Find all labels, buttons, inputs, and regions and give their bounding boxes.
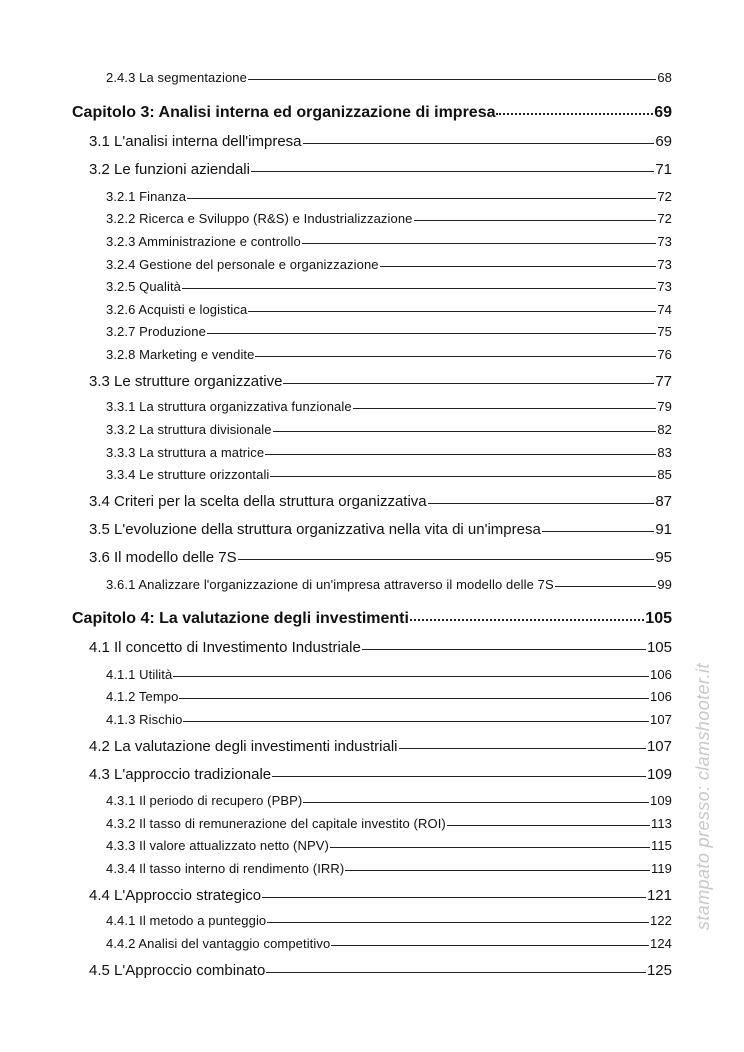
toc-entry-label: 4.4 L'Approccio strategico (89, 887, 262, 904)
toc-leader (251, 171, 654, 172)
toc-entry-label: 4.3.4 Il tasso interno di rendimento (IRR) (106, 861, 345, 876)
toc-section-entry (89, 766, 672, 783)
toc-page-number: 73 (657, 279, 672, 294)
toc-entry-label: 3.2.6 Acquisti e logistica (106, 302, 248, 317)
toc-entry-label: 2.4.3 La segmentazione (106, 70, 247, 85)
toc-leader (428, 503, 655, 504)
toc-leader (255, 356, 656, 357)
toc-page-number: 106 (650, 689, 672, 704)
toc-section-entry (89, 738, 672, 755)
toc-leader (267, 922, 649, 923)
toc-page-number: 87 (655, 493, 672, 510)
toc-chapter-entry (72, 104, 672, 122)
toc-leader (187, 198, 656, 199)
toc-entry-label: 3.3 Le strutture organizzative (89, 373, 283, 390)
toc-subsection-entry (106, 936, 672, 951)
toc-page-number: 95 (655, 549, 672, 566)
toc-page-number: 124 (650, 936, 672, 951)
toc-entry-label: 4.4.2 Analisi del vantaggio competitivo (106, 936, 331, 951)
toc-entry-label: 4.3.3 Il valore attualizzato netto (NPV) (106, 838, 329, 853)
toc-section-entry (89, 549, 672, 566)
toc-entry-label: 4.1.2 Tempo (106, 689, 179, 704)
toc-leader (270, 476, 656, 477)
toc-leader (542, 531, 654, 532)
toc-leader (414, 220, 657, 221)
toc-leader (207, 333, 656, 334)
toc-entry-label: 4.4.1 Il metodo a punteggio (106, 913, 267, 928)
toc-entry-label: 3.2.7 Produzione (106, 324, 206, 339)
toc-entry-label: 3.2.2 Ricerca e Sviluppo (R&S) e Industrializzazione (106, 211, 413, 226)
toc-leader (345, 870, 650, 871)
toc-page-number: 105 (645, 610, 672, 627)
toc-page-number: 69 (654, 104, 672, 121)
toc-page-number: 107 (650, 712, 672, 727)
toc-page-number: 109 (646, 766, 672, 783)
toc-page-number: 115 (650, 838, 672, 853)
toc-page-number: 79 (657, 399, 672, 414)
toc-page-number: 73 (657, 257, 672, 272)
toc-entry-label: 3.3.3 La struttura a matrice (106, 445, 265, 460)
toc-page-number: 83 (657, 445, 672, 460)
toc-leader (302, 243, 657, 244)
toc-page-number: 119 (650, 861, 672, 876)
toc-leader (183, 721, 649, 722)
toc-subsection-entry (106, 445, 672, 460)
toc-leader (248, 311, 656, 312)
toc-page-number: 125 (646, 962, 672, 979)
toc-page-number: 99 (657, 577, 672, 592)
toc-subsection-entry (106, 234, 672, 249)
toc-page-number: 72 (657, 211, 672, 226)
toc-leader (353, 408, 657, 409)
toc-entry-label: 4.5 L'Approccio combinato (89, 962, 266, 979)
toc-entry-label: 3.3.4 Le strutture orizzontali (106, 467, 270, 482)
toc-subsection-entry (106, 302, 672, 317)
toc-subsection-entry (106, 913, 672, 928)
toc-leader (410, 619, 644, 621)
toc-page-number: 76 (657, 347, 672, 362)
toc-page-number: 75 (657, 324, 672, 339)
toc-subsection-entry (106, 689, 672, 704)
toc-subsection-entry (106, 324, 672, 339)
toc-leader (380, 266, 657, 267)
toc-leader (238, 559, 655, 560)
toc-page-number: 105 (646, 639, 672, 656)
toc-entry-label: 3.2.5 Qualità (106, 279, 182, 294)
toc-subsection-entry (106, 667, 672, 682)
toc-entry-label: 3.2.3 Amministrazione e controllo (106, 234, 301, 249)
toc-entry-label: 4.1.3 Rischio (106, 712, 183, 727)
toc-page-number: 72 (657, 189, 672, 204)
toc-entry-label: Capitolo 4: La valutazione degli investimenti (72, 610, 409, 627)
watermark-text: stampato presso: clamshooter.it (693, 663, 713, 930)
toc-subsection-entry (106, 577, 672, 592)
toc-leader (273, 431, 657, 432)
toc-subsection-entry (106, 793, 672, 808)
toc-leader (399, 748, 646, 749)
toc-section-entry (89, 962, 672, 979)
toc-page-number: 121 (646, 887, 672, 904)
toc-subsection-entry (106, 257, 672, 272)
toc-leader (283, 383, 654, 384)
toc-leader (555, 586, 657, 587)
toc-page-number: 71 (655, 161, 672, 178)
toc-section-entry (89, 493, 672, 510)
toc-section-entry (89, 161, 672, 178)
toc-subsection-entry (106, 189, 672, 204)
toc-page-number: 74 (657, 302, 672, 317)
toc-section-entry (89, 887, 672, 904)
toc-entry-label: 3.3.2 La struttura divisionale (106, 422, 272, 437)
toc-leader (248, 79, 656, 80)
toc-subsection-entry (106, 838, 672, 853)
toc-section-entry (89, 639, 672, 656)
toc-entry-label: 3.2.1 Finanza (106, 189, 187, 204)
toc-subsection-entry (106, 712, 672, 727)
toc-leader (303, 143, 655, 144)
toc-leader (447, 825, 650, 826)
toc-entry-label: 4.1.1 Utilità (106, 667, 173, 682)
toc-entry-label: 4.3.1 Il periodo di recupero (PBP) (106, 793, 303, 808)
toc-entry-label: 3.5 L'evoluzione della struttura organizzativa nella vita di un'impresa (89, 521, 541, 538)
toc-entry-label: 3.1 L'analisi interna dell'impresa (89, 133, 302, 150)
toc-page-number: 107 (646, 738, 672, 755)
toc-section-entry (89, 373, 672, 390)
toc-subsection-entry (106, 861, 672, 876)
toc-entry-label: 4.2 La valutazione degli investimenti industriali (89, 738, 398, 755)
toc-leader (265, 454, 656, 455)
toc-page-number: 106 (650, 667, 672, 682)
toc-page-number: 68 (657, 70, 672, 85)
toc-section-entry (89, 133, 672, 150)
toc-leader (262, 897, 646, 898)
toc-leader (272, 776, 646, 777)
toc-subsection-entry (106, 70, 672, 85)
toc-leader (303, 802, 649, 803)
toc-leader (266, 972, 646, 973)
toc-page-number: 73 (657, 234, 672, 249)
toc-subsection-entry (106, 816, 672, 831)
toc-entry-label: 3.6 Il modello delle 7S (89, 549, 237, 566)
toc-subsection-entry (106, 467, 672, 482)
toc-leader (179, 698, 649, 699)
toc-leader (330, 847, 650, 848)
toc-page-number: 69 (655, 133, 672, 150)
toc-section-entry (89, 521, 672, 538)
toc-subsection-entry (106, 399, 672, 414)
toc-leader (182, 288, 656, 289)
toc-entry-label: 3.6.1 Analizzare l'organizzazione di un'impresa attraverso il modello delle 7S (106, 577, 554, 592)
toc-leader (173, 676, 649, 677)
toc-page-number: 109 (650, 793, 672, 808)
toc-page-number: 122 (650, 913, 672, 928)
toc-subsection-entry (106, 422, 672, 437)
toc-entry-label: 4.1 Il concetto di Investimento Industriale (89, 639, 361, 656)
toc-leader (331, 945, 649, 946)
toc-entry-label: 3.4 Criteri per la scelta della struttura organizzativa (89, 493, 427, 510)
toc-leader (362, 649, 646, 650)
toc-chapter-entry (72, 610, 672, 628)
toc-page-number: 113 (650, 816, 672, 831)
toc-entry-label: 3.2 Le funzioni aziendali (89, 161, 250, 178)
toc-leader (496, 113, 653, 115)
toc-entry-label: 3.2.4 Gestione del personale e organizzazione (106, 257, 379, 272)
toc-subsection-entry (106, 279, 672, 294)
watermark (690, 540, 713, 930)
toc-entry-label: 4.3 L'approccio tradizionale (89, 766, 272, 783)
toc-entry-label: 4.3.2 Il tasso di remunerazione del capitale investito (ROI) (106, 816, 446, 831)
toc-page-number: 85 (657, 467, 672, 482)
toc-page-number: 91 (655, 521, 672, 538)
toc-subsection-entry (106, 347, 672, 362)
toc-subsection-entry (106, 211, 672, 226)
toc-entry-label: 3.3.1 La struttura organizzativa funzionale (106, 399, 352, 414)
toc-entry-label: Capitolo 3: Analisi interna ed organizzazione di impresa (72, 104, 496, 121)
toc-page-number: 77 (655, 373, 672, 390)
toc-entry-label: 3.2.8 Marketing e vendite (106, 347, 255, 362)
toc-page-number: 82 (657, 422, 672, 437)
